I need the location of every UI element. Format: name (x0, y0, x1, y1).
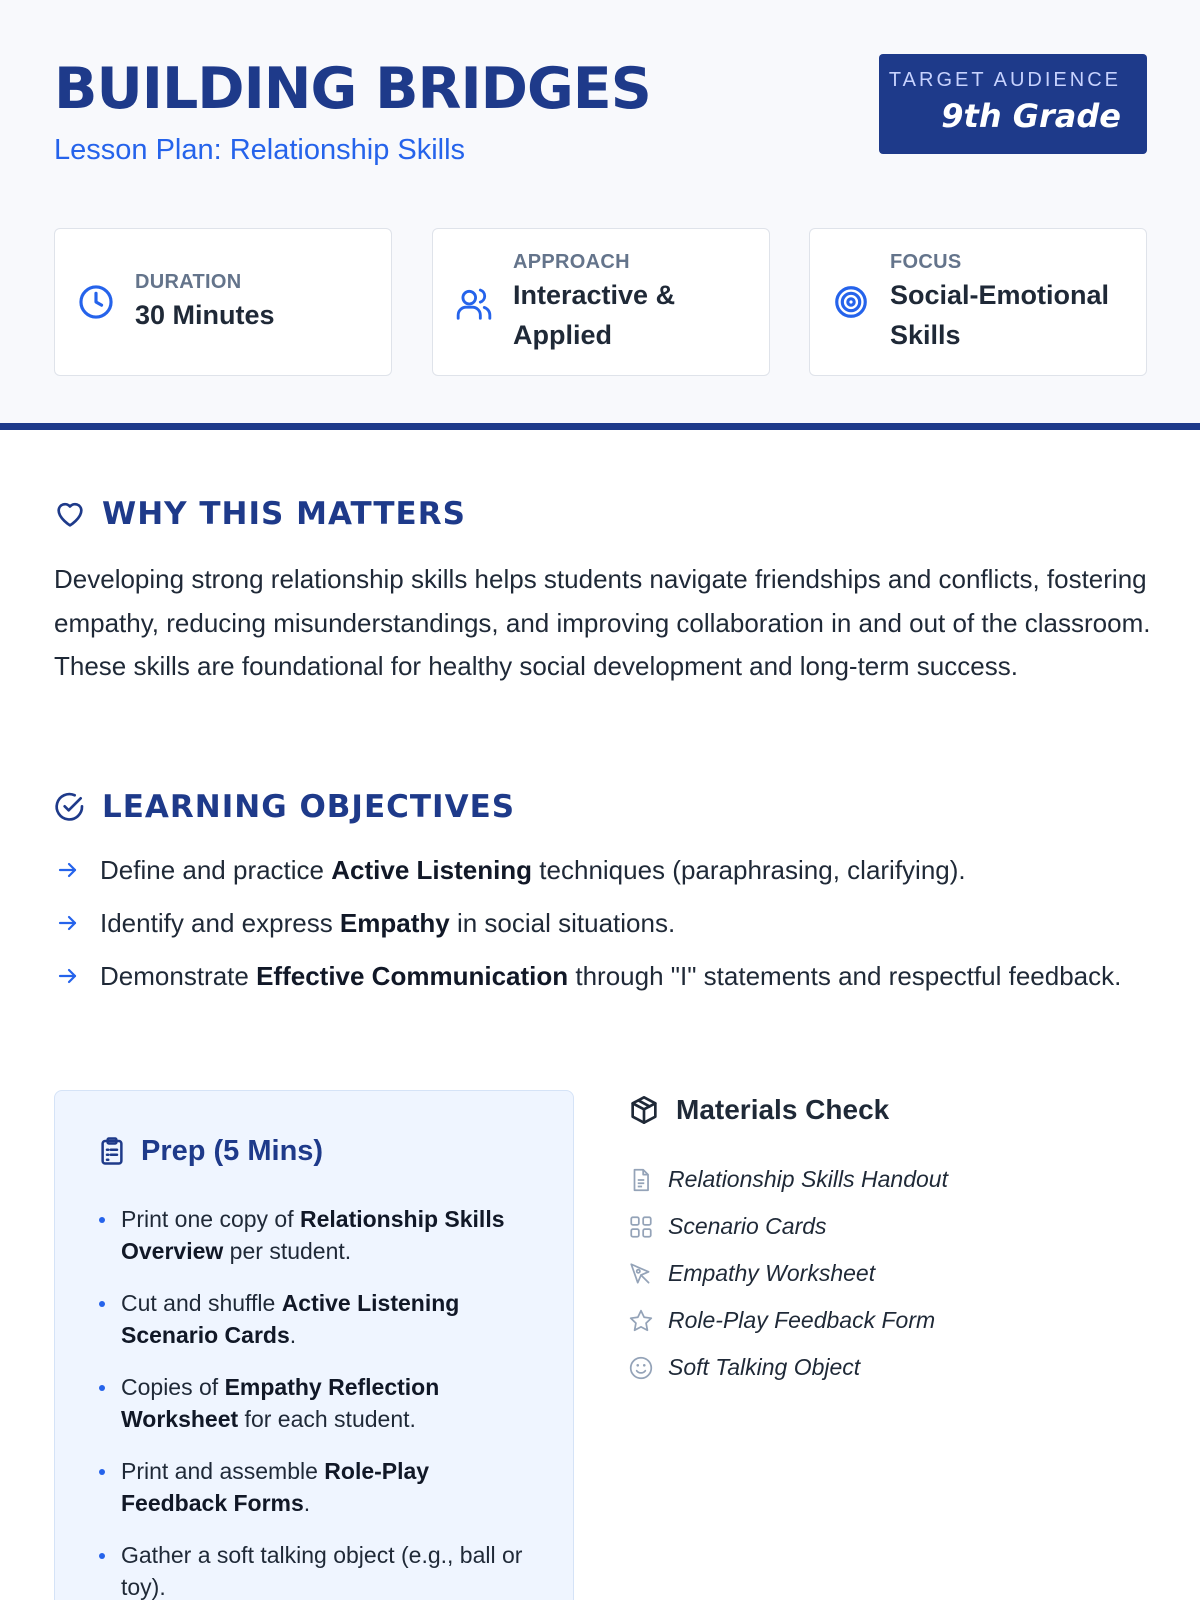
focus-label: FOCUS (890, 251, 962, 273)
prep-item: Print and assemble Role-Play Feedback Forms. (97, 1455, 537, 1519)
objective-item: Identify and express Empathy in social situations. (54, 903, 1154, 943)
prep-item: Copies of Empathy Reflection Worksheet for each student. (97, 1371, 537, 1435)
objectives-list (54, 850, 1154, 1009)
approach-label: APPROACH (513, 251, 630, 273)
users-icon (455, 285, 493, 323)
duration-value: 30 Minutes (135, 300, 275, 330)
objectives-section-title: LEARNING OBJECTIVES (102, 789, 516, 825)
why-section-text: Developing strong relationship skills helps students navigate friendships and conflicts, fostering empathy, reducing misunderstandings, and improving collaboration in and out of the classroom. These skills are foundational for healthy social development and long-term success. (54, 564, 1151, 681)
page-subtitle: Lesson Plan: Relationship Skills (54, 134, 466, 166)
pen-icon (628, 1261, 654, 1287)
material-item: Role-Play Feedback Form (628, 1297, 948, 1344)
material-item: Scenario Cards (628, 1203, 948, 1250)
document-icon (628, 1167, 654, 1193)
prep-item: Cut and shuffle Active Listening Scenario Cards. (97, 1287, 537, 1351)
prep-item: Print one copy of Relationship Skills Overview per student. (97, 1203, 537, 1267)
approach-value-line1: Interactive & (513, 280, 676, 310)
why-section-title: WHY THIS MATTERS (102, 496, 466, 532)
focus-value-line2: Skills (890, 320, 961, 350)
why-section-header (54, 494, 466, 534)
duration-card (54, 228, 392, 376)
materials-list (628, 1156, 948, 1391)
lesson-header (0, 0, 1200, 430)
material-item: Soft Talking Object (628, 1344, 948, 1391)
grid-icon (628, 1214, 654, 1240)
prep-panel (54, 1090, 574, 1600)
target-audience-badge (879, 54, 1147, 154)
box-icon (628, 1094, 660, 1126)
approach-value-line2: Applied (513, 320, 612, 350)
clock-icon (77, 283, 115, 321)
audience-label: TARGET AUDIENCE (888, 69, 1121, 91)
prep-header (97, 1133, 323, 1169)
page-title: BUILDING BRIDGES (54, 56, 651, 122)
arrow-right-icon (56, 858, 80, 882)
clipboard-icon (97, 1136, 127, 1166)
prep-item: Gather a soft talking object (e.g., ball or toy). (97, 1539, 537, 1600)
prep-title: Prep (5 Mins) (141, 1135, 324, 1167)
audience-value: 9th Grade (941, 97, 1121, 135)
focus-card (809, 228, 1147, 376)
duration-label: DURATION (135, 271, 242, 293)
materials-title: Materials Check (676, 1094, 890, 1125)
prep-list (97, 1203, 537, 1600)
target-icon (832, 283, 870, 321)
smiley-icon (628, 1355, 654, 1381)
objective-item: Define and practice Active Listening techniques (paraphrasing, clarifying). (54, 850, 1154, 890)
arrow-right-icon (56, 964, 80, 988)
focus-value-line1: Social-Emotional (890, 280, 1110, 310)
approach-card (432, 228, 770, 376)
objective-item: Demonstrate Effective Communication through "I" statements and respectful feedback. (54, 956, 1154, 996)
check-circle-icon (54, 791, 86, 823)
material-item: Relationship Skills Handout (628, 1156, 948, 1203)
star-icon (628, 1308, 654, 1334)
heart-icon (54, 498, 86, 530)
materials-header (628, 1092, 889, 1128)
objectives-section-header (54, 787, 515, 827)
arrow-right-icon (56, 911, 80, 935)
material-item: Empathy Worksheet (628, 1250, 948, 1297)
